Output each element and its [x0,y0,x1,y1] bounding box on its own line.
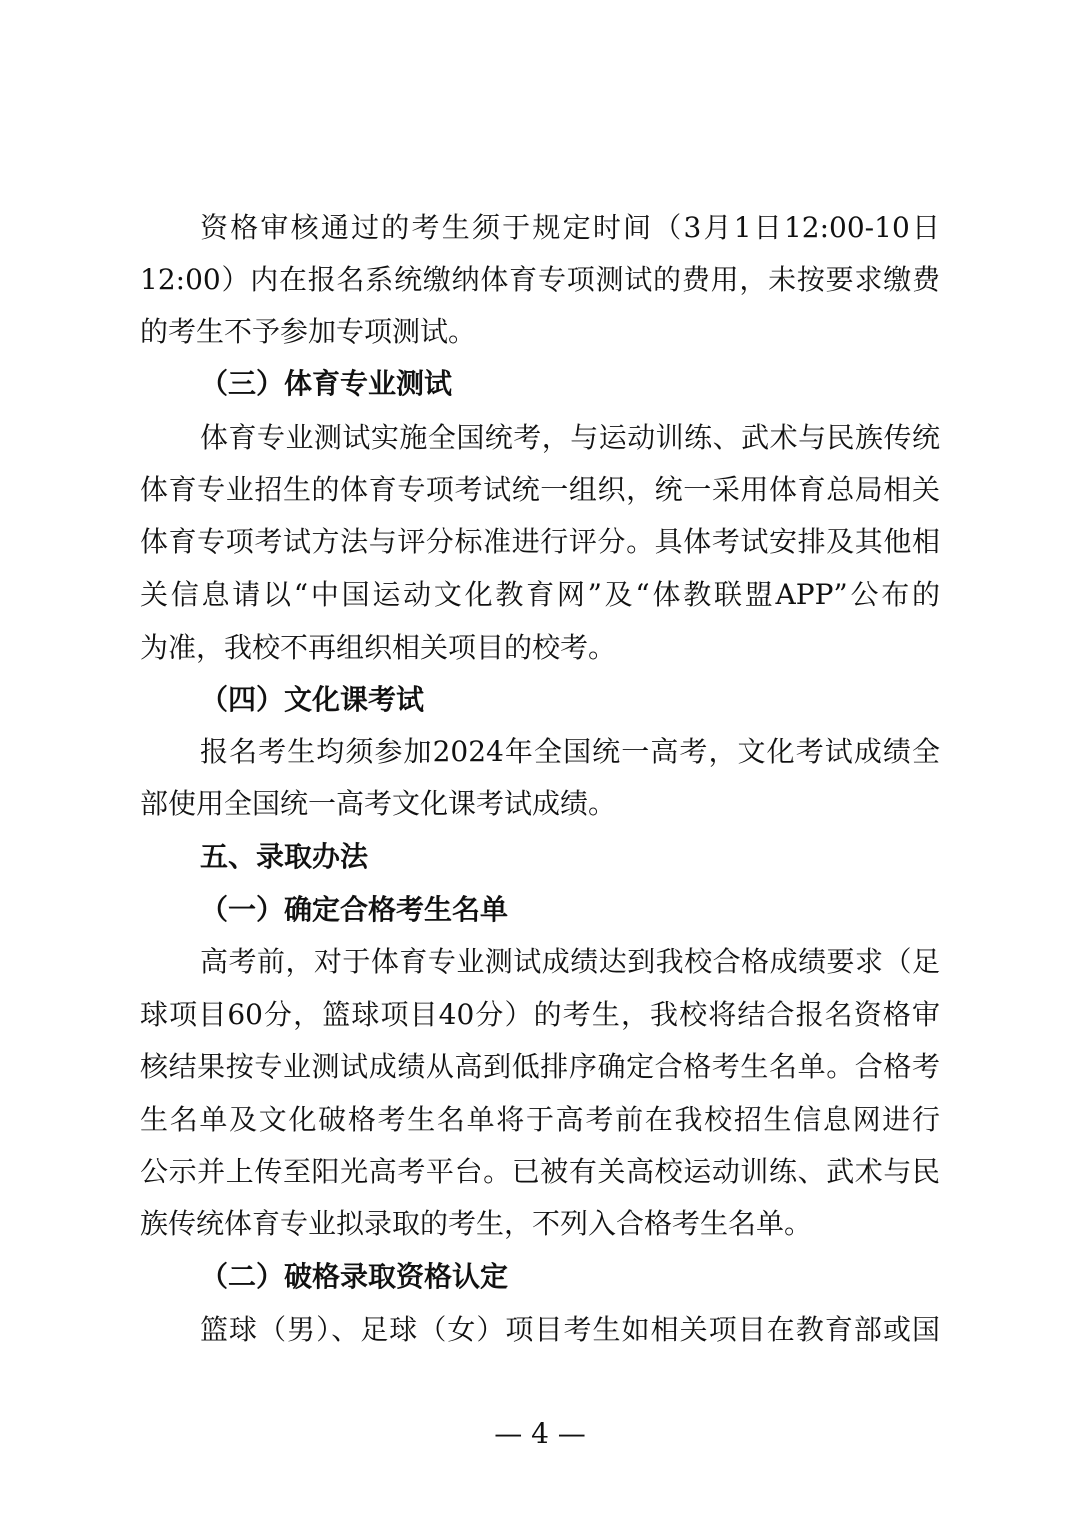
page-number: — 4 — [494,1417,586,1450]
paragraph-line: 资格审核通过的考生须于规定时间（3月1日12:00-10日 [200,211,940,244]
paragraph-line: 为准，我校不再组织相关项目的校考。 [140,631,617,664]
paragraph-line: 核结果按专业测试成绩从高到低排序确定合格考生名单。合格考 [140,1050,940,1083]
section-heading: （二）破格录取资格认定 [200,1260,509,1293]
paragraph-line: 高考前，对于体育专业测试成绩达到我校合格成绩要求（足 [200,945,940,978]
paragraph-line: 关信息请以“中国运动文化教育网”及“体教联盟APP”公布的 [140,578,940,611]
paragraph-line: 的考生不予参加专项测试。 [140,315,477,348]
paragraph-line: 生名单及文化破格考生名单将于高考前在我校招生信息网进行 [140,1103,940,1136]
paragraph-line: 部使用全国统一高考文化课考试成绩。 [140,787,617,820]
paragraph-line: 族传统体育专业拟录取的考生，不列入合格考生名单。 [140,1207,813,1240]
section-heading: （四）文化课考试 [200,683,425,716]
paragraph-line: 12:00）内在报名系统缴纳体育专项测试的费用，未按要求缴费 [140,263,940,296]
paragraph-line: 体育专项考试方法与评分标准进行评分。具体考试安排及其他相 [140,525,940,558]
paragraph-line: 篮球（男）、足球（女）项目考生如相关项目在教育部或国 [200,1313,940,1346]
paragraph-line: 体育专业测试实施全国统考，与运动训练、武术与民族传统 [200,421,940,454]
section-heading: （一）确定合格考生名单 [200,893,509,926]
section-heading: （三）体育专业测试 [200,367,453,400]
paragraph-line: 体育专业招生的体育专项考试统一组织，统一采用体育总局相关 [140,473,940,506]
paragraph-line: 报名考生均须参加2024年全国统一高考，文化考试成绩全 [200,735,940,768]
chapter-heading: 五、录取办法 [200,840,369,873]
paragraph-line: 公示并上传至阳光高考平台。已被有关高校运动训练、武术与民 [140,1155,940,1188]
paragraph-line: 球项目60分，篮球项目40分）的考生，我校将结合报名资格审 [140,998,940,1031]
